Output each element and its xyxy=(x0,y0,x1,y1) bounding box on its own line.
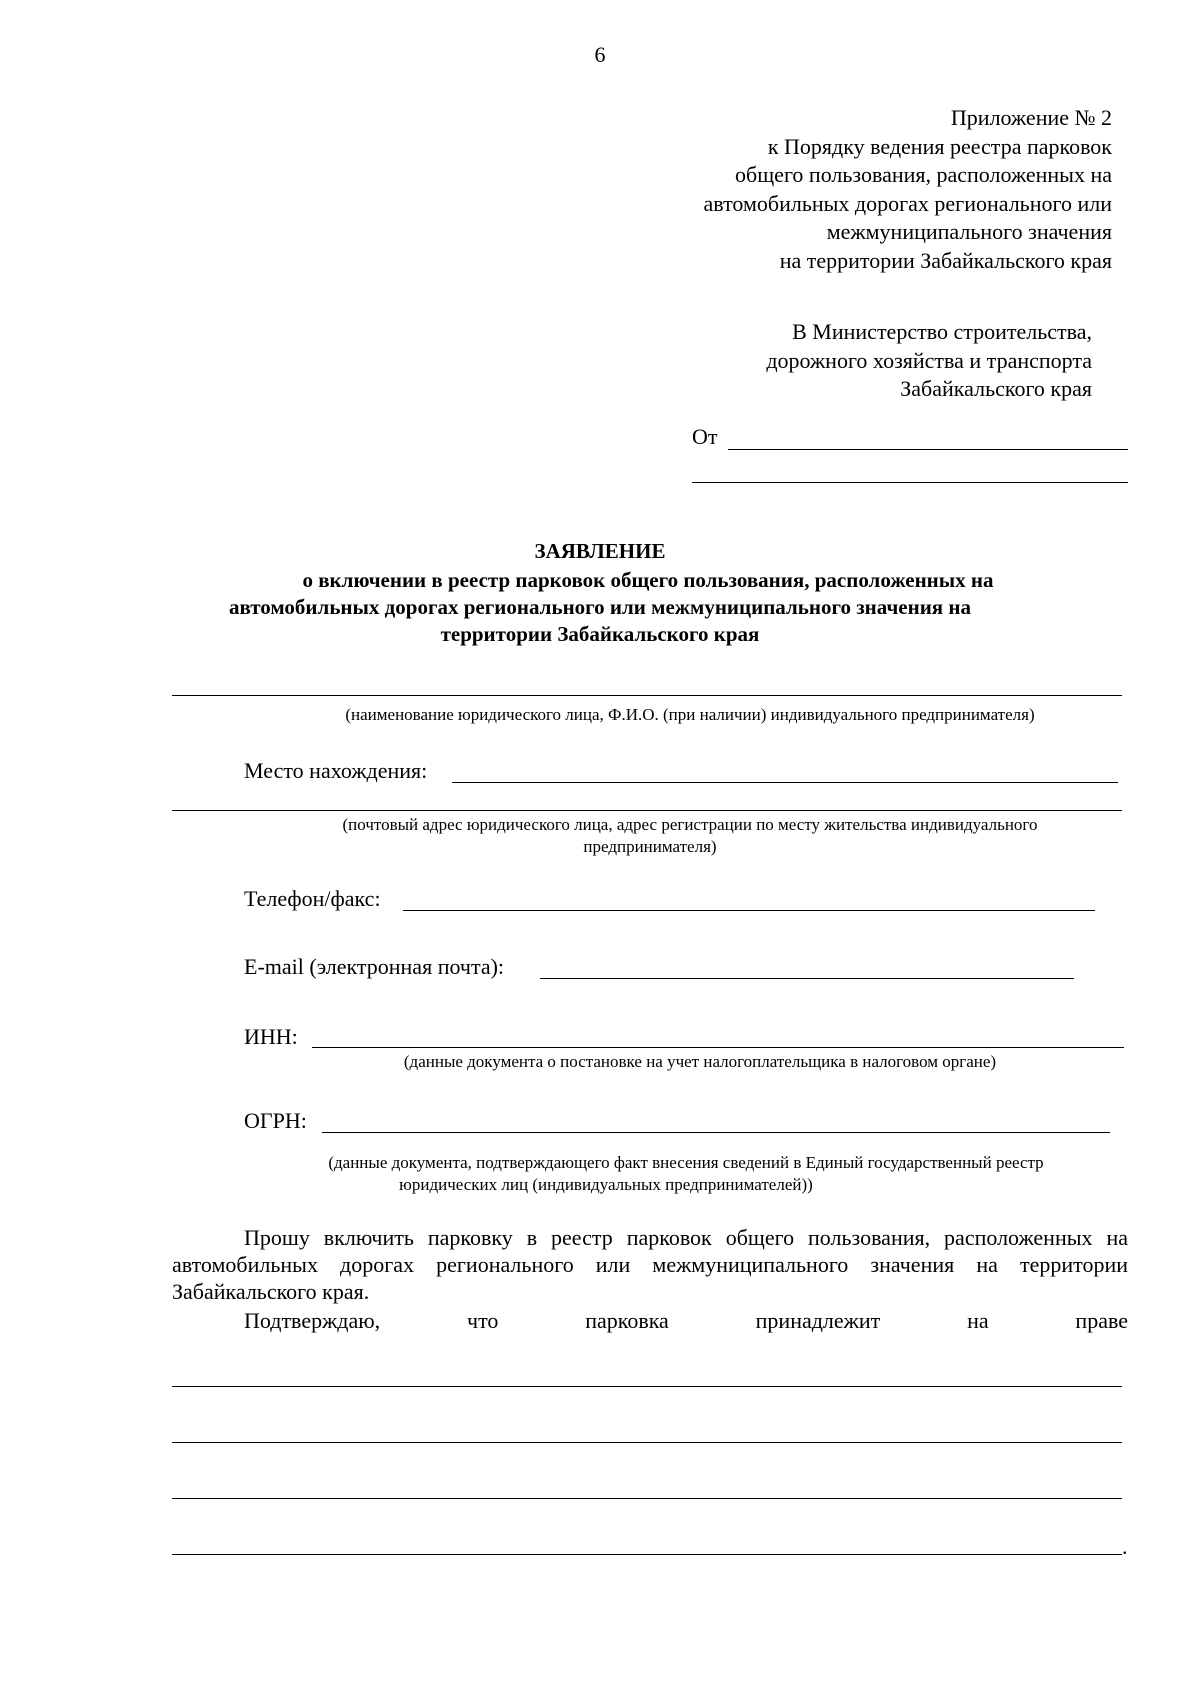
addressee-block xyxy=(766,318,1092,404)
end-mark: . xyxy=(1122,1534,1128,1559)
location-field-line-2[interactable] xyxy=(172,810,1122,811)
rights-field-line-2[interactable] xyxy=(172,1442,1122,1443)
ogrn-field[interactable] xyxy=(322,1132,1110,1133)
location-label: Место нахождения: xyxy=(244,758,428,783)
title-subline-1: о включении в реестр парковок общего пользования, расположенных на xyxy=(302,568,994,592)
applicant-name-caption: (наименование юридического лица, Ф.И.О. (при наличии) индивидуального предпринимателя) xyxy=(345,705,1035,724)
rights-field-line-4[interactable] xyxy=(172,1554,1122,1555)
from-field-line-2[interactable] xyxy=(692,482,1128,483)
title-subline-3: территории Забайкальского края xyxy=(440,622,760,646)
rights-field-line-3[interactable] xyxy=(172,1498,1122,1499)
confirm-word: праве xyxy=(1075,1308,1128,1333)
confirm-word: на xyxy=(967,1308,989,1333)
confirm-word: что xyxy=(467,1308,499,1333)
page-number: 6 xyxy=(594,42,606,67)
ogrn-caption-2: юридических лиц (индивидуальных предпринимателей)) xyxy=(399,1175,813,1194)
confirm-word: парковка xyxy=(585,1308,669,1333)
addressee-line: Забайкальского края xyxy=(900,376,1092,401)
inn-field[interactable] xyxy=(312,1047,1124,1048)
appendix-line: автомобильных дорогах регионального или xyxy=(703,190,1112,216)
applicant-name-field[interactable] xyxy=(172,695,1122,696)
inn-caption: (данные документа о постановке на учет налогоплательщика в налоговом органе) xyxy=(403,1052,997,1071)
from-field-line-1[interactable] xyxy=(728,449,1128,450)
appendix-line: к Порядку ведения реестра парковок xyxy=(767,133,1112,159)
addressee-line: В Министерство строительства, xyxy=(792,319,1092,344)
email-label: E-mail (электронная почта): xyxy=(244,954,505,979)
email-field[interactable] xyxy=(540,978,1074,979)
address-caption-1: (почтовый адрес юридического лица, адрес регистрации по месту жительства индивидуального xyxy=(342,815,1038,834)
appendix-line: общего пользования, расположенных на xyxy=(735,162,1112,187)
address-caption-2: предпринимателя) xyxy=(583,837,717,856)
appendix-reference xyxy=(703,104,1112,275)
appendix-line: Приложение № 2 xyxy=(950,105,1112,130)
appendix-line: на территории Забайкальского края xyxy=(779,247,1112,273)
from-label: От xyxy=(692,424,718,449)
title-subline-2: автомобильных дорогах регионального или межмуниципального значения на xyxy=(228,595,972,619)
addressee-line: дорожного хозяйства и транспорта xyxy=(766,347,1092,373)
location-field[interactable] xyxy=(452,782,1118,783)
request-paragraph: Прошу включить парковку в реестр парковок общего пользования, расположенных на автомобильных дорогах регионального или межмуниципального значения на территории Забайкальского края. xyxy=(172,1225,1128,1304)
document-title: ЗАЯВЛЕНИЕ xyxy=(534,539,666,563)
inn-label: ИНН: xyxy=(244,1024,298,1049)
phone-label: Телефон/факс: xyxy=(244,886,381,911)
confirm-word: Подтверждаю, xyxy=(244,1308,381,1333)
ogrn-caption-1: (данные документа, подтверждающего факт внесения сведений в Единый государственный реестр xyxy=(328,1153,1044,1172)
rights-field-line-1[interactable] xyxy=(172,1386,1122,1387)
confirm-line xyxy=(244,1308,1128,1334)
confirm-word: принадлежит xyxy=(755,1308,881,1333)
ogrn-label: ОГРН: xyxy=(244,1108,307,1133)
phone-field[interactable] xyxy=(403,910,1095,911)
appendix-line: межмуниципального значения xyxy=(826,219,1112,244)
